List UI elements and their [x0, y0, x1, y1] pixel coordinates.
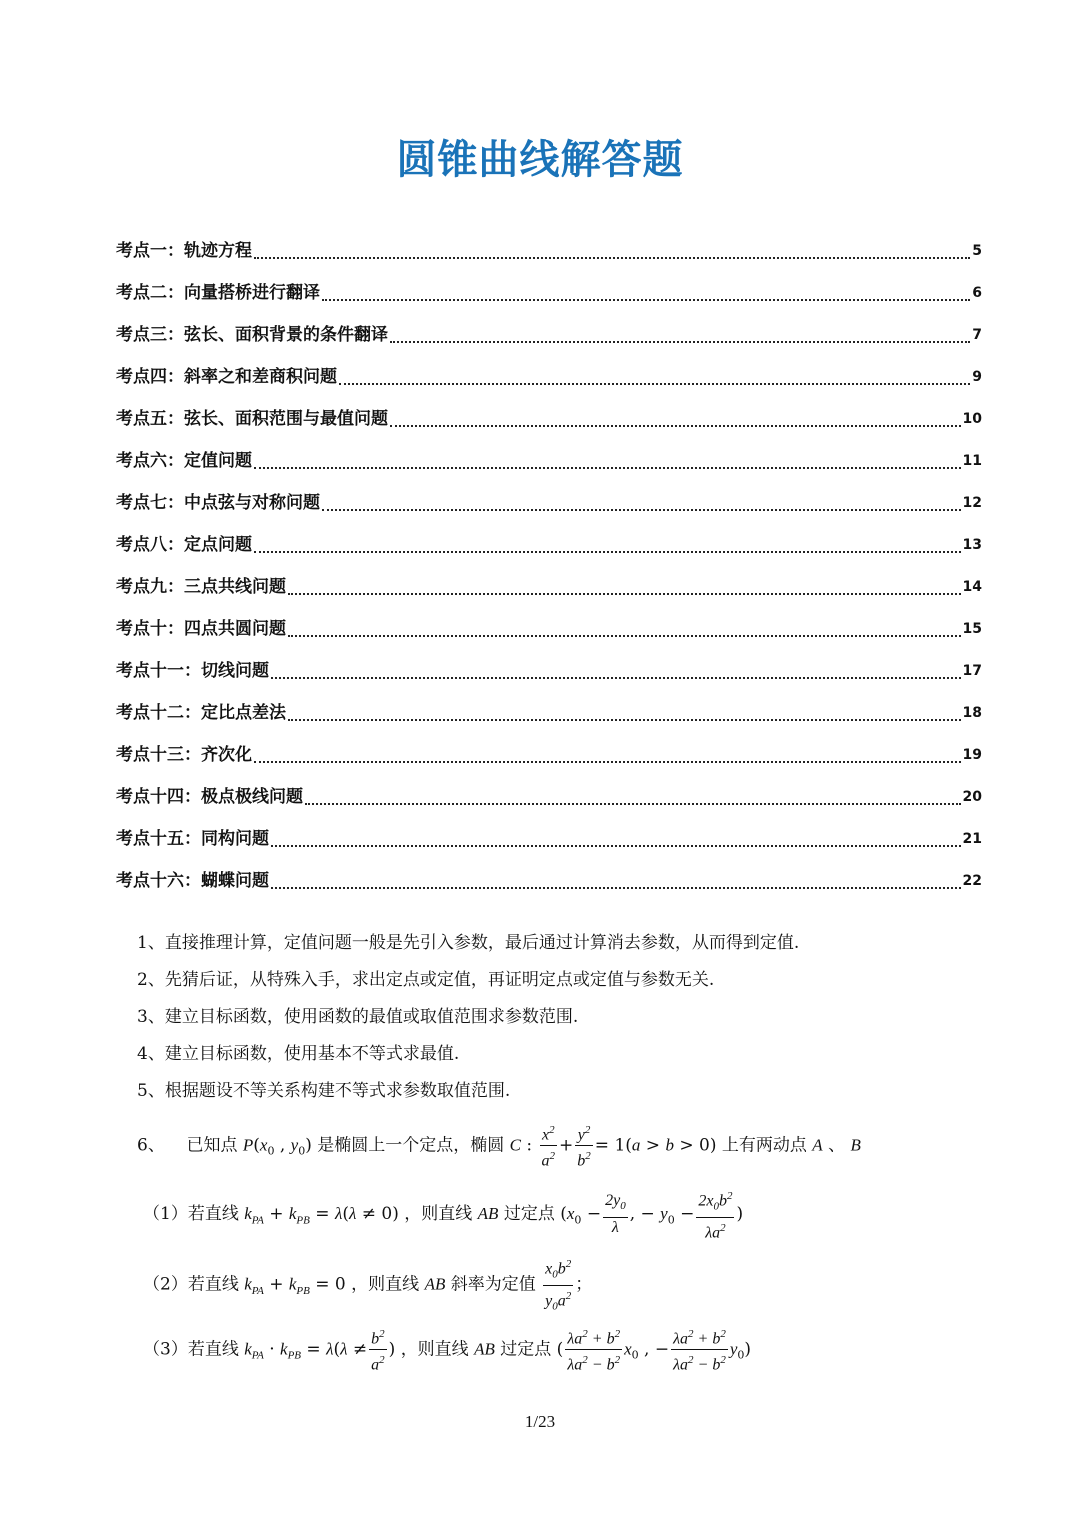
toc-entry[interactable]: [116, 810, 982, 852]
toc-leader-dots: [322, 509, 961, 511]
toc-entry-label: 考点二：向量搭桥进行翻译: [116, 283, 320, 303]
toc-entry-page: 15: [962, 621, 982, 637]
toc-entry-label: 考点八：定点问题: [116, 535, 252, 555]
toc-entry-page: 20: [962, 789, 982, 805]
toc-entry-page: 6: [972, 285, 982, 301]
fraction-b2-a2: $\frac{b^2}{a^2}$: [369, 1324, 387, 1376]
toc-entry[interactable]: [116, 642, 982, 684]
sub3-tail: 过定点: [500, 1339, 552, 1360]
toc-entry-label: 考点十六：蝴蝶问题: [116, 871, 269, 891]
fraction-la2pb2-la2mb2: $\frac{\lambda a^2 + b^2}{\lambda a^2 - b^2}$: [565, 1324, 622, 1376]
sub-item-1: （1）若直线 $k_{PA} + k_{PB} = \lambda(\lambda \ne 0)$ ，则直线 AB 过定点 ($x_0$ − $\frac{2y_0}{\lambda}$ , − $y_0$ − $\frac{2x_0b^2}{\lambda a^2}$ ): [143, 1186, 743, 1243]
toc-entry[interactable]: [116, 684, 982, 726]
item6-prefix: 6、: [137, 1135, 165, 1156]
sub1-mid: ，则直线: [404, 1203, 473, 1224]
toc-leader-dots: [254, 467, 961, 469]
note-item: 3、建立目标函数，使用函数的最值或取值范围求参数范围.: [137, 1007, 579, 1027]
page-number: 1/23: [524, 1412, 556, 1431]
toc-entry-page: 21: [962, 831, 982, 847]
toc-leader-dots: [390, 341, 970, 343]
table-of-contents: [116, 222, 982, 894]
fraction-2x0b2-lambda-a2: $\frac{2x_0b^2}{\lambda a^2}$: [696, 1186, 734, 1243]
toc-leader-dots: [271, 845, 961, 847]
fraction-la2pb2-la2mb2-y: $\frac{\lambda a^2 + b^2}{\lambda a^2 - b^2}$: [671, 1324, 728, 1376]
method-notes: [137, 928, 997, 1113]
toc-entry-page: 19: [962, 747, 982, 763]
note-item: 4、建立目标函数，使用基本不等式求最值.: [137, 1044, 460, 1064]
toc-entry-page: 14: [962, 579, 982, 595]
sub2-label: （2）若直线: [143, 1274, 239, 1295]
fraction-2y0-lambda: $\frac{2y_0}{\lambda}$: [605, 1192, 626, 1236]
toc-entry[interactable]: [116, 306, 982, 348]
toc-leader-dots: [254, 551, 961, 553]
toc-entry-label: 考点一：轨迹方程: [116, 241, 252, 261]
toc-entry[interactable]: [116, 852, 982, 894]
item6-text-a: 已知点: [186, 1135, 238, 1156]
fraction-x2-a2: $\frac{x^2}{a^2}$: [540, 1120, 558, 1172]
toc-entry[interactable]: [116, 432, 982, 474]
sub3-label: （3）若直线: [143, 1339, 239, 1360]
toc-leader-dots: [305, 803, 961, 805]
toc-entry-page: 13: [962, 537, 982, 553]
toc-entry[interactable]: [116, 348, 982, 390]
toc-entry-page: 10: [962, 411, 982, 427]
toc-leader-dots: [254, 257, 970, 259]
toc-entry[interactable]: [116, 768, 982, 810]
toc-entry-label: 考点四：斜率之和差商积问题: [116, 367, 337, 387]
toc-entry[interactable]: [116, 264, 982, 306]
toc-leader-dots: [390, 425, 961, 427]
toc-entry-label: 考点十四：极点极线问题: [116, 787, 303, 807]
toc-entry-label: 考点十三：齐次化: [116, 745, 252, 765]
toc-leader-dots: [271, 887, 961, 889]
toc-entry-page: 7: [972, 327, 982, 343]
toc-entry-label: 考点十二：定比点差法: [116, 703, 286, 723]
note-item: 5、根据题设不等关系构建不等式求参数取值范围.: [137, 1081, 511, 1101]
toc-entry[interactable]: [116, 600, 982, 642]
formula-ellipse: C: [509, 1135, 521, 1155]
toc-entry-page: 11: [962, 453, 982, 469]
item6-text-c: 上有两动点: [721, 1135, 807, 1156]
toc-leader-dots: [288, 635, 961, 637]
sub2-mid: ，则直线: [351, 1274, 420, 1295]
fraction-x0b2-y0a2: $\frac{x_0b^2}{y_0a^2}$: [543, 1254, 573, 1316]
toc-entry-page: 18: [962, 705, 982, 721]
item6-text-d: 、: [828, 1135, 846, 1156]
toc-entry[interactable]: [116, 516, 982, 558]
sub1-label: （1）若直线: [143, 1203, 239, 1224]
toc-leader-dots: [339, 383, 970, 385]
toc-entry-label: 考点六：定值问题: [116, 451, 252, 471]
toc-entry[interactable]: [116, 726, 982, 768]
toc-entry-label: 考点十一：切线问题: [116, 661, 269, 681]
page-title: 圆锥曲线解答题: [396, 137, 684, 183]
toc-leader-dots: [288, 719, 961, 721]
sub-item-2: （2）若直线 $k_{PA} + k_{PB} = 0$ ，则直线 AB 斜率为定值 $\frac{x_0b^2}{y_0a^2}$ ；: [143, 1254, 592, 1316]
fraction-y2-b2: $\frac{y^2}{b^2}$: [575, 1120, 593, 1172]
sub3-mid: ，则直线: [400, 1339, 469, 1360]
note-item-6: 6、 已知点 $P(x_0$ , $y_0$) 是椭圆上一个定点，椭圆 C : $\frac{x^2}{a^2}$ + $\frac{y^2}{b^2}$ = 1(a > b > 0) 上有两动点 A 、 B: [137, 1120, 861, 1172]
toc-entry-page: 12: [962, 495, 982, 511]
sub-item-3: （3）若直线 $k_{PA} \cdot k_{PB} = \lambda(\lambda$ ≠ $\frac{b^2}{a^2}$ ) ，则直线 AB 过定点 ( $\frac{\lambda a^2 + b^2}{\lambda a^2 - b^2}$ $x_0$ , − $\frac{\lambda a^2 + b^2}{\lambda a^2 - b^2}$ $y_0$): [143, 1324, 751, 1376]
toc-entry-label: 考点十五：同构问题: [116, 829, 269, 849]
toc-entry-page: 5: [972, 243, 982, 259]
sub2-end: ；: [575, 1274, 593, 1295]
toc-leader-dots: [288, 593, 961, 595]
toc-entry-label: 考点九：三点共线问题: [116, 577, 286, 597]
toc-entry-label: 考点三：弦长、面积背景的条件翻译: [116, 325, 388, 345]
toc-entry[interactable]: [116, 222, 982, 264]
toc-entry-label: 考点十：四点共圆问题: [116, 619, 286, 639]
note-item: 2、先猜后证，从特殊入手，求出定点或定值，再证明定点或定值与参数无关.: [137, 970, 715, 990]
note-item: 1、直接推理计算，定值问题一般是先引入参数，最后通过计算消去参数，从而得到定值.: [137, 933, 800, 953]
toc-leader-dots: [322, 299, 970, 301]
toc-entry-label: 考点五：弦长、面积范围与最值问题: [116, 409, 388, 429]
sub1-tail: 过定点: [503, 1203, 555, 1224]
toc-leader-dots: [271, 677, 961, 679]
sub2-tail: 斜率为定值: [450, 1274, 536, 1295]
toc-entry[interactable]: [116, 474, 982, 516]
item6-text-b: 是椭圆上一个定点，椭圆: [317, 1135, 505, 1156]
toc-entry-page: 17: [962, 663, 982, 679]
toc-entry[interactable]: [116, 558, 982, 600]
toc-entry-page: 22: [962, 873, 982, 889]
toc-entry[interactable]: [116, 390, 982, 432]
toc-entry-label: 考点七：中点弦与对称问题: [116, 493, 320, 513]
toc-entry-page: 9: [972, 369, 982, 385]
toc-leader-dots: [254, 761, 961, 763]
formula-point-p: P: [242, 1135, 254, 1155]
